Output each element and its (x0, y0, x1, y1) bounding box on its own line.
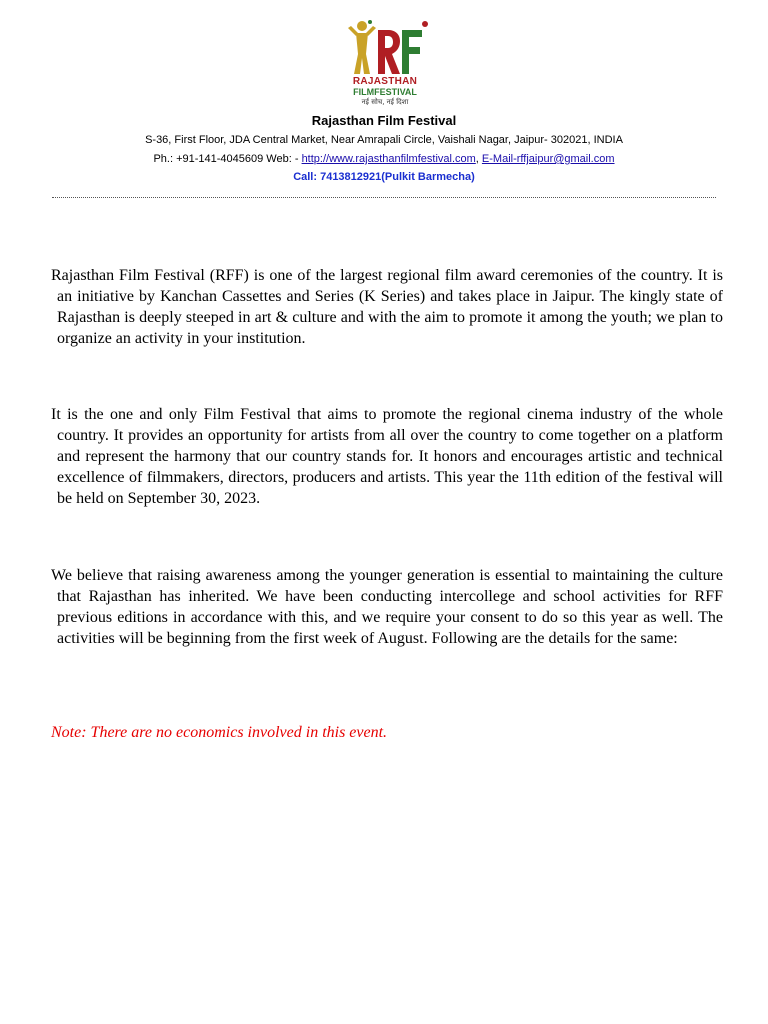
logo-name-line2: FILMFESTIVAL (353, 87, 417, 97)
website-link[interactable]: http://www.rajasthanfilmfestival.com (301, 153, 476, 165)
note-text: Note: There are no economics involved in this event. (51, 724, 388, 741)
phone-web-label: Ph.: +91-141-4045609 Web: - (153, 153, 302, 165)
paragraph-activities: We believe that raising awareness among the younger generation is essential to maintaining the culture that Rajasthan has inherited. We have been conducting intercollege and school activities for RFF previous editions in accordance with this, and we require your consent to do so this year as well. The activities will be beginning from the first week of August. Following are the details for the same: (51, 567, 723, 647)
rff-logo-mark-icon (340, 16, 430, 76)
paragraph-festival: It is the one and only Film Festival that aims to promote the regional cinema industry of the whole country. It provides an opportunity for artists from all over the country to come together on a platform and represent the harmony that our country stands for. It honors and encourages artistic and technical excellence of filmmakers, directors, producers and artists. This year the 11th edition of the festival will be held on September 30, 2023. (51, 406, 723, 507)
paragraph-intro: Rajasthan Film Festival (RFF) is one of the largest regional film award ceremonies of the country. It is an initiative by Kanchan Cassettes and Series (K Series) and takes place in Jaipur. The kingly state of Rajasthan is deeply steeped in art & culture and with the aim to promote it among the youth; we plan to organize an activity in your institution. (51, 267, 723, 347)
logo-name-line1: RAJASTHAN (352, 76, 418, 87)
header-divider (52, 197, 716, 198)
contact-separator: , (475, 153, 482, 165)
call-line: Call: 7413812921(Pulkit Barmecha) (293, 171, 475, 183)
organization-title: Rajasthan Film Festival (311, 113, 457, 128)
address-line: S-36, First Floor, JDA Central Market, Near Amrapali Circle, Vaishali Nagar, Jaipur- 302021, INDIA (145, 134, 623, 146)
logo-tagline: नई सोच, नई दिशा (361, 98, 409, 106)
contact-line (0, 153, 768, 165)
rff-logo (340, 16, 430, 112)
email-link[interactable]: E-Mail-rffjaipur@gmail.com (481, 153, 615, 165)
